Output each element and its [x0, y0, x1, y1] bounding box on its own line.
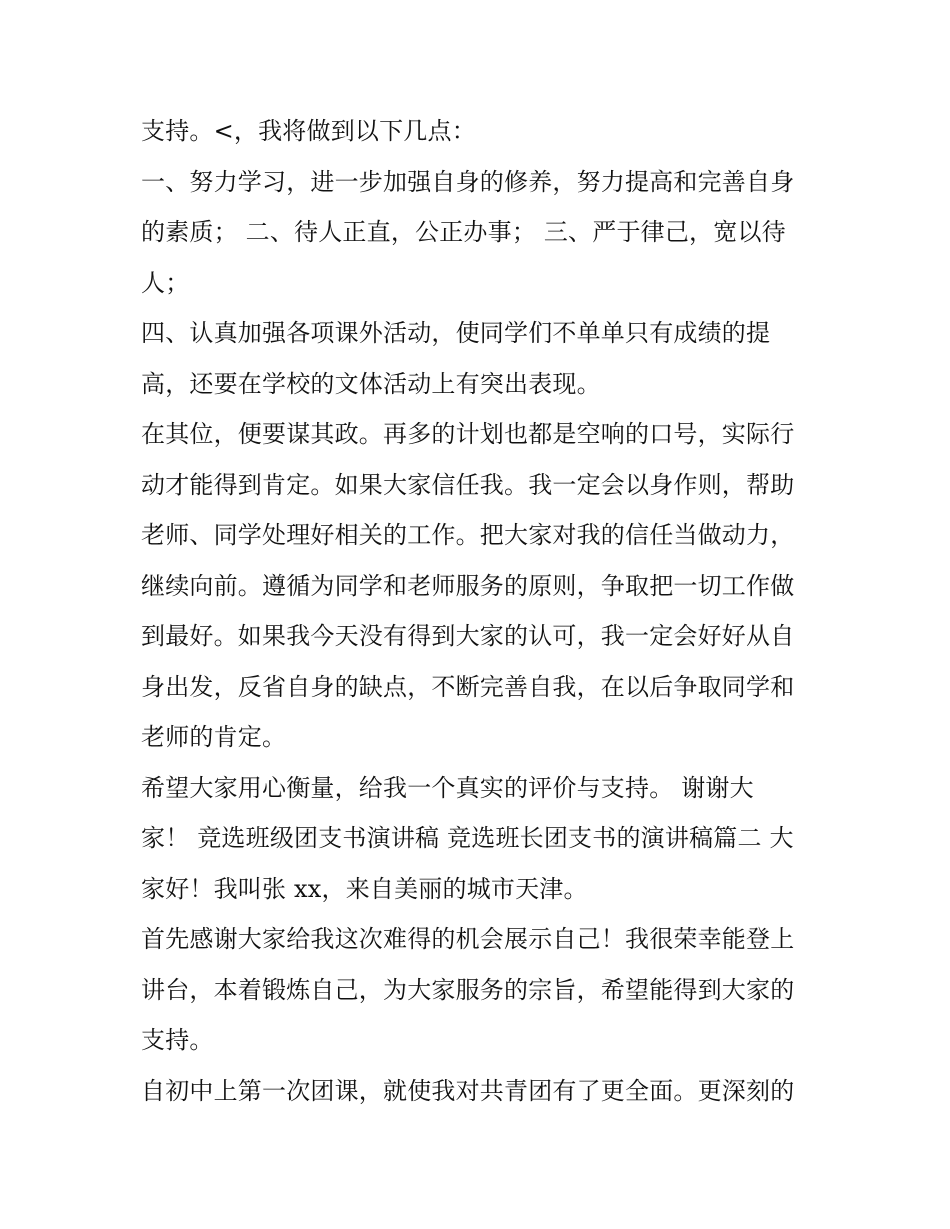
text-line: 人；: [141, 268, 190, 297]
text-line: 家！ 竞选班级团支书演讲稿 竞选班长团支书的演讲稿篇二 大: [141, 824, 794, 852]
text-line: 高，还要在学校的文体活动上有突出表现。: [141, 369, 601, 398]
text-line: 老师的肯定。: [141, 723, 287, 751]
text-line: 继续向前。遵循为同学和老师服务的原则，争取把一切工作做: [141, 571, 795, 600]
text-line: 的素质； 二、待人正直，公正办事； 三、严于律己，宽以待: [141, 218, 786, 246]
text-line: 到最好。如果我今天没有得到大家的认可，我一定会好好从自: [141, 622, 795, 650]
text-line: 老师、同学处理好相关的工作。把大家对我的信任当做动力，: [141, 521, 795, 549]
text-line: 动才能得到肯定。如果大家信任我。我一定会以身作则，帮助: [141, 470, 795, 499]
text-line: 支持。<，我将做到以下几点：: [141, 117, 476, 145]
text-line: 四、认真加强各项课外活动，使同学们不单单只有成绩的提: [141, 319, 771, 347]
text-line: 身出发，反省自身的缺点，不断完善自我，在以后争取同学和: [141, 672, 795, 701]
document-body: [141, 106, 821, 1116]
text-line: 一、努力学习，进一步加强自身的修养，努力提高和完善自身: [141, 167, 795, 196]
text-line: 支持。: [141, 1026, 214, 1054]
text-line: 希望大家用心衡量，给我一个真实的评价与支持。 谢谢大: [141, 773, 754, 802]
text-line: 在其位，便要谋其政。再多的计划也都是空响的口号，实际行: [141, 420, 795, 448]
text-line: 首先感谢大家给我这次难得的机会展示自己！我很荣幸能登上: [141, 925, 795, 953]
text-line: 自初中上第一次团课，就使我对共青团有了更全面。更深刻的: [141, 1076, 795, 1105]
text-line: 家好！我叫张 xx，来自美丽的城市天津。: [141, 874, 588, 903]
text-line: 讲台，本着锻炼自己，为大家服务的宗旨，希望能得到大家的: [141, 975, 795, 1004]
